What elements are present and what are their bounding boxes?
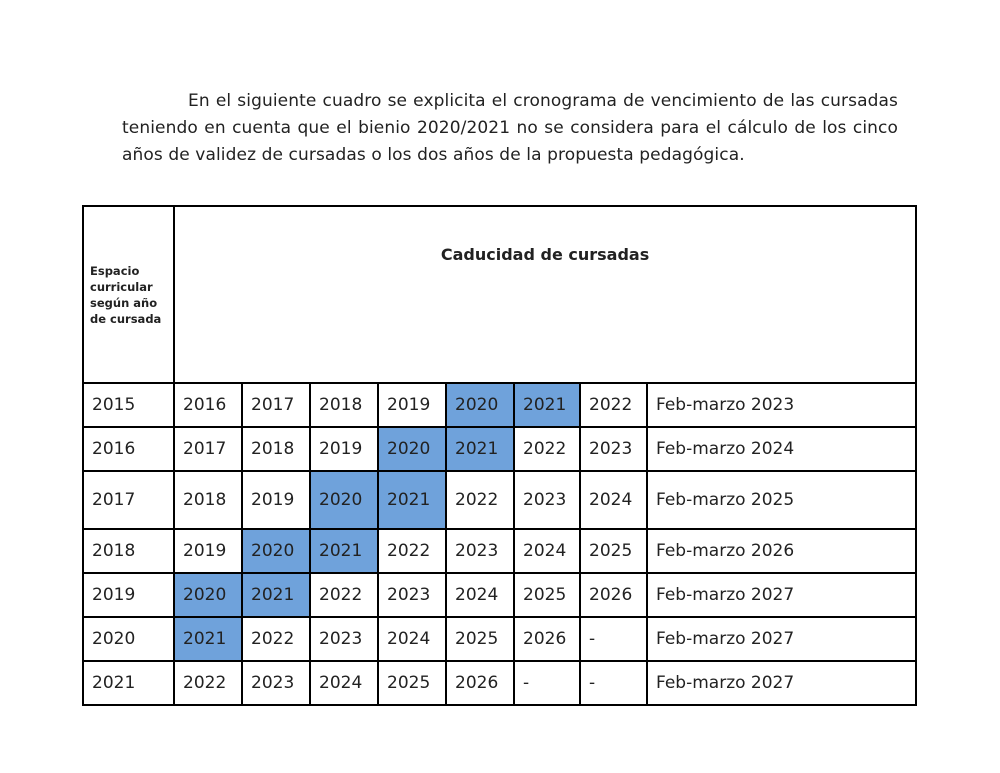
course-year-cell: 2019: [83, 573, 174, 617]
header-title: Caducidad de cursadas: [174, 206, 916, 383]
expiry-year-cell: 2023: [514, 471, 580, 529]
expiry-year-cell: 2023: [446, 529, 514, 573]
expiry-year-cell: 2016: [174, 383, 242, 427]
table-row: [83, 617, 916, 661]
expiry-year-cell: 2025: [580, 529, 647, 573]
expiry-year-cell: 2024: [514, 529, 580, 573]
expiry-year-cell: 2025: [514, 573, 580, 617]
expiry-year-cell: 2024: [580, 471, 647, 529]
table-row: [83, 427, 916, 471]
expiry-year-cell: 2019: [242, 471, 310, 529]
expiry-year-cell: 2020: [310, 471, 378, 529]
expiry-year-cell: 2026: [580, 573, 647, 617]
expiry-year-cell: 2020: [378, 427, 446, 471]
expiry-final-cell: Feb-marzo 2027: [647, 617, 916, 661]
expiry-year-cell: 2024: [446, 573, 514, 617]
expiry-final-cell: Feb-marzo 2023: [647, 383, 916, 427]
intro-paragraph: [122, 88, 898, 169]
expiry-year-cell: -: [514, 661, 580, 705]
expiry-year-cell: 2023: [580, 427, 647, 471]
expiry-schedule-table: [82, 205, 917, 706]
course-year-cell: 2015: [83, 383, 174, 427]
table-row: [83, 529, 916, 573]
expiry-year-cell: 2018: [174, 471, 242, 529]
expiry-year-cell: 2018: [310, 383, 378, 427]
expiry-final-cell: Feb-marzo 2026: [647, 529, 916, 573]
expiry-year-cell: 2020: [242, 529, 310, 573]
expiry-year-cell: 2022: [242, 617, 310, 661]
expiry-final-cell: Feb-marzo 2024: [647, 427, 916, 471]
expiry-year-cell: 2024: [378, 617, 446, 661]
expiry-year-cell: 2023: [242, 661, 310, 705]
expiry-year-cell: 2022: [580, 383, 647, 427]
expiry-year-cell: 2020: [446, 383, 514, 427]
table-row: [83, 471, 916, 529]
course-year-cell: 2016: [83, 427, 174, 471]
expiry-year-cell: -: [580, 617, 647, 661]
expiry-year-cell: 2017: [174, 427, 242, 471]
expiry-year-cell: 2023: [378, 573, 446, 617]
intro-text: En el siguiente cuadro se explicita el cronograma de vencimiento de las cursadas teniendo en cuenta que el bienio 2020/2021 no se considera para el cálculo de los cinco años de validez de cursadas o los dos años de la propuesta pedagógica.: [122, 91, 898, 165]
expiry-year-cell: 2022: [310, 573, 378, 617]
expiry-year-cell: 2019: [378, 383, 446, 427]
expiry-year-cell: 2021: [174, 617, 242, 661]
expiry-year-cell: 2021: [378, 471, 446, 529]
expiry-year-cell: 2021: [310, 529, 378, 573]
course-year-cell: 2020: [83, 617, 174, 661]
table-row: [83, 661, 916, 705]
header-left-label: Espacio curricular según año de cursada: [83, 206, 174, 383]
course-year-cell: 2018: [83, 529, 174, 573]
expiry-year-cell: 2021: [242, 573, 310, 617]
table-row: [83, 573, 916, 617]
expiry-year-cell: 2023: [310, 617, 378, 661]
expiry-year-cell: -: [580, 661, 647, 705]
expiry-year-cell: 2025: [378, 661, 446, 705]
table-header-row: [83, 206, 916, 383]
expiry-year-cell: 2022: [378, 529, 446, 573]
expiry-final-cell: Feb-marzo 2027: [647, 661, 916, 705]
expiry-year-cell: 2020: [174, 573, 242, 617]
course-year-cell: 2017: [83, 471, 174, 529]
expiry-year-cell: 2024: [310, 661, 378, 705]
expiry-year-cell: 2019: [310, 427, 378, 471]
expiry-year-cell: 2026: [514, 617, 580, 661]
expiry-year-cell: 2025: [446, 617, 514, 661]
expiry-final-cell: Feb-marzo 2025: [647, 471, 916, 529]
expiry-year-cell: 2019: [174, 529, 242, 573]
expiry-year-cell: 2018: [242, 427, 310, 471]
expiry-final-cell: Feb-marzo 2027: [647, 573, 916, 617]
expiry-year-cell: 2022: [446, 471, 514, 529]
expiry-year-cell: 2017: [242, 383, 310, 427]
table-row: [83, 383, 916, 427]
expiry-year-cell: 2022: [514, 427, 580, 471]
expiry-year-cell: 2022: [174, 661, 242, 705]
expiry-year-cell: 2026: [446, 661, 514, 705]
expiry-year-cell: 2021: [446, 427, 514, 471]
expiry-year-cell: 2021: [514, 383, 580, 427]
course-year-cell: 2021: [83, 661, 174, 705]
